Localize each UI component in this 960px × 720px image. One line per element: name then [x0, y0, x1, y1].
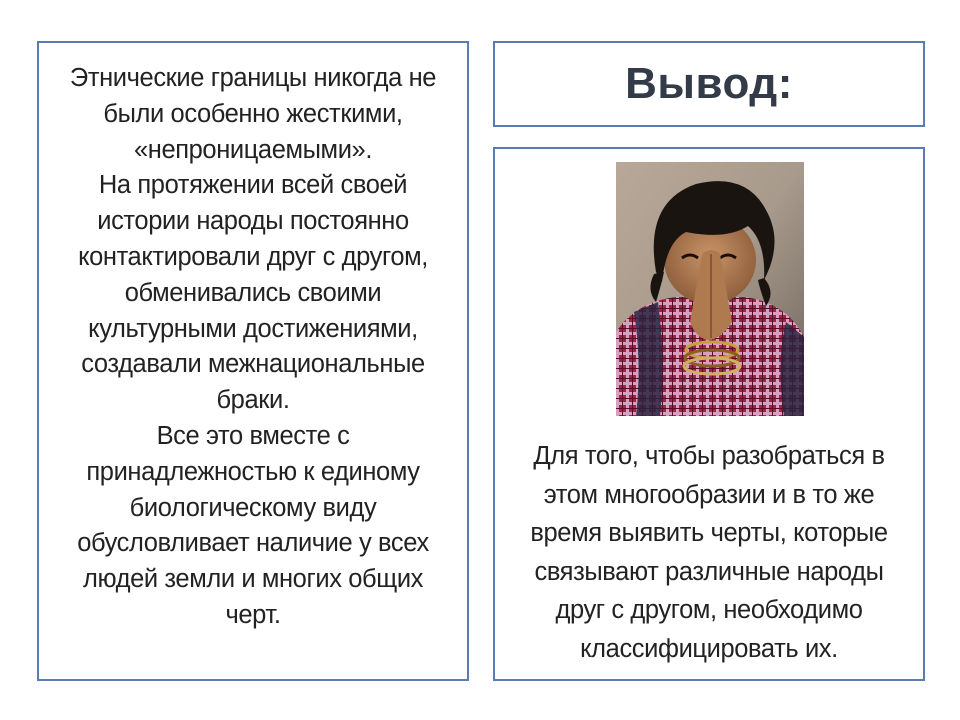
paragraph-history-contacts: На протяжении всей своей истории народы постоянно контактировали друг с другом, обменивались своими культурными достижениями, создавали межнациональные браки.: [78, 171, 428, 415]
conclusion-text: Для того, чтобы разобраться в этом многообразии и в то же время выявить черты, которые связывают различные народы друг с другом, необходимо классифицировать их.: [530, 442, 888, 663]
paragraph-ethnic-borders: Этнические границы никогда не были особенно жесткими, «непроницаемыми».: [69, 64, 437, 164]
paragraph-common-traits: Все это вместе с принадлежностью к единому биологическому виду обусловливает наличие у всех людей земли и многих общих черт.: [77, 421, 429, 629]
right-panel: [493, 147, 925, 681]
slide-title: Вывод:: [625, 59, 793, 108]
title-panel: [493, 41, 925, 127]
left-text-panel: [37, 41, 469, 681]
left-panel-text: [53, 61, 453, 634]
child-greeting-photo: [616, 162, 804, 416]
